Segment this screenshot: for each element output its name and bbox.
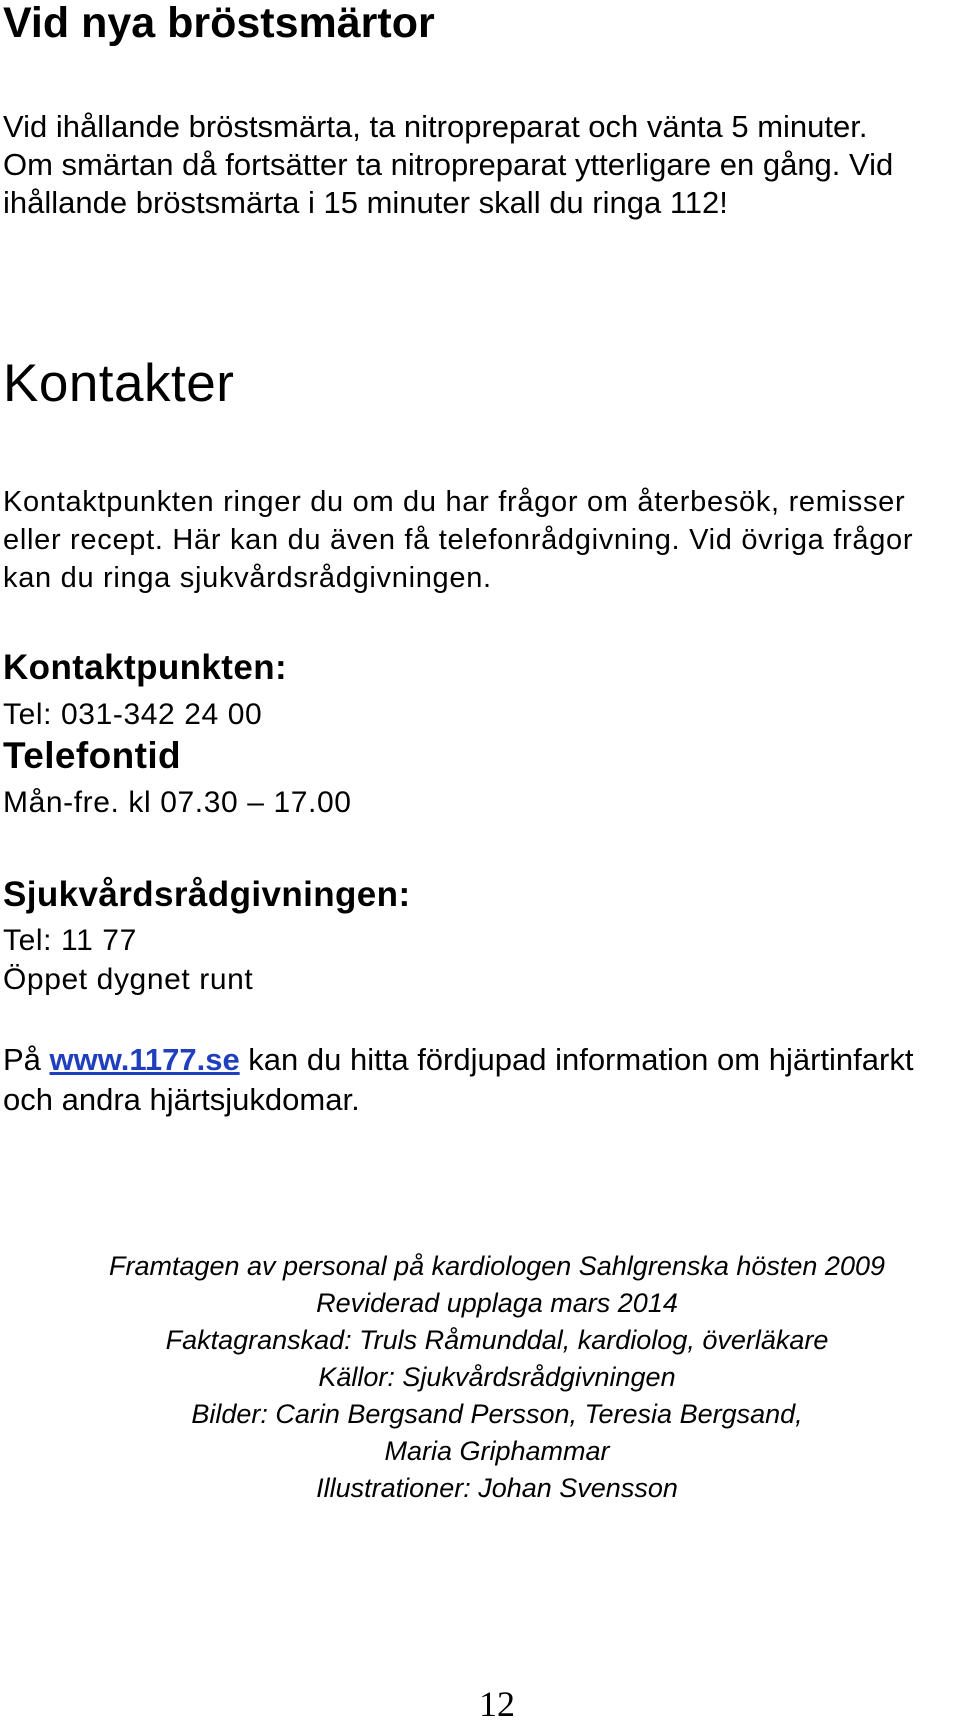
sjukvardsradgivningen-phone: Tel: 11 77	[3, 924, 137, 957]
credit-line: Faktagranskad: Truls Råmunddal, kardiolog, överläkare	[165, 1325, 829, 1355]
kontaktpunkten-phone: Tel: 031-342 24 00	[3, 698, 263, 731]
chest-pain-instructions: Vid ihållande bröstsmärta, ta nitropreparat och vänta 5 minuter. Om smärtan då fortsätter ta nitropreparat ytterligare en gång. Vid ihållande bröstsmärta i 15 minuter skall du ringa 112!	[3, 109, 894, 220]
credit-line: Bilder: Carin Bergsand Persson, Teresia Bergsand,	[191, 1399, 803, 1429]
sjukvardsradgivningen-heading: Sjukvårdsrådgivningen:	[3, 875, 411, 914]
credit-line: Maria Griphammar	[384, 1436, 610, 1466]
web-suffix: kan du hitta fördjupad information om hjärtinfarkt och andra hjärtsjukdomar.	[3, 1042, 914, 1117]
web-prefix: På	[3, 1042, 50, 1077]
heading-chest-pain: Vid nya bröstsmärtor	[3, 0, 435, 47]
credit-line: Illustrationer: Johan Svensson	[316, 1473, 678, 1503]
page-number: 12	[479, 1684, 515, 1724]
contacts-description: Kontaktpunkten ringer du om du har frågor om återbesök, remisser eller recept. Här kan du även få telefonrådgivning. Vid övriga frågor kan du ringa sjukvårdsrådgivningen.	[3, 486, 914, 594]
kontaktpunkten-heading: Kontaktpunkten:	[3, 648, 288, 687]
web-info	[3, 1040, 933, 1120]
phone-hours-heading: Telefontid	[3, 735, 182, 776]
phone-hours: Mån-fre. kl 07.30 – 17.00	[3, 786, 352, 819]
heading-contacts: Kontakter	[3, 354, 235, 413]
sjukvardsradgivningen-hours: Öppet dygnet runt	[3, 963, 254, 996]
website-link[interactable]: www.1177.se	[49, 1042, 240, 1077]
credits	[0, 1248, 960, 1507]
credit-line: Framtagen av personal på kardiologen Sahlgrenska hösten 2009	[108, 1251, 885, 1281]
credit-line: Källor: Sjukvårdsrådgivningen	[318, 1362, 676, 1392]
credit-line: Reviderad upplaga mars 2014	[316, 1288, 678, 1318]
